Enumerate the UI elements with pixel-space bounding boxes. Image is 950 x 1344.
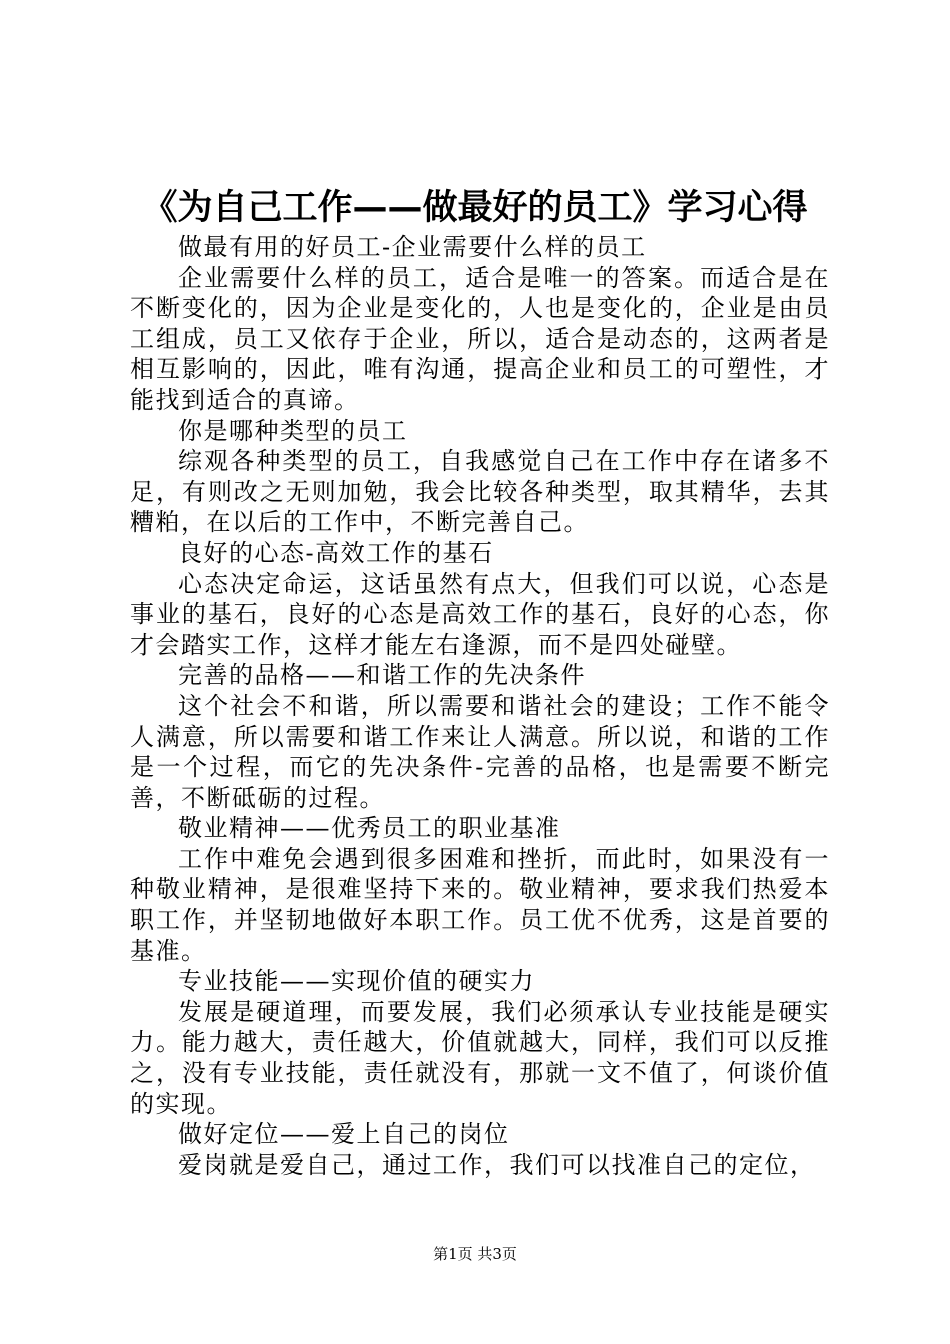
section-heading: 专业技能——实现价值的硬实力: [178, 967, 535, 996]
section-heading: 做最有用的好员工-企业需要什么样的员工: [178, 233, 647, 261]
section-heading: 你是哪种类型的员工: [178, 416, 408, 445]
section-heading: 良好的心态-高效工作的基石: [178, 538, 494, 567]
document-body: [130, 232, 830, 1180]
paragraph: 工作中难免会遇到很多困难和挫折，而此时，如果没有一种敬业精神，是很难坚持下来的。敬业精神，要求我们热爱本职工作，并坚韧地做好本职工作。员工优不优秀，这是首要的基准。: [130, 844, 830, 965]
paragraph: 这个社会不和谐，所以需要和谐社会的建设；工作不能令人满意，所以需要和谐工作来让人满意。所以说，和谐的工作是一个过程，而它的先决条件-完善的品格，也是需要不断完善，不断砥砺的过程。: [130, 691, 830, 812]
document-title: 《为自己工作——做最好的员工》学习心得: [142, 188, 808, 228]
section-heading: 完善的品格——和谐工作的先决条件: [178, 661, 586, 690]
paragraph: 企业需要什么样的员工，适合是唯一的答案。而适合是在不断变化的，因为企业是变化的，人也是变化的，企业是由员工组成，员工又依存于企业，所以，适合是动态的，这两者是相互影响的，因此，唯有沟通，提高企业和员工的可塑性，才能找到适合的真谛。: [130, 263, 830, 414]
paragraph: 爱岗就是爱自己，通过工作，我们可以找准自己的定位，: [178, 1150, 816, 1179]
paragraph: 发展是硬道理，而要发展，我们必须承认专业技能是硬实力。能力越大，责任越大，价值就越大，同样，我们可以反推之，没有专业技能，责任就没有，那就一文不值了，何谈价值的实现。: [130, 997, 830, 1118]
paragraph: 心态决定命运，这话虽然有点大，但我们可以说，心态是事业的基石，良好的心态是高效工作的基石，良好的心态，你才会踏实工作，这样才能左右逢源，而不是四处碰壁。: [130, 569, 830, 659]
page-number-footer: 第1页 共3页: [433, 1245, 517, 1263]
section-heading: 敬业精神——优秀员工的职业基准: [178, 814, 561, 843]
paragraph: 综观各种类型的员工，自我感觉自己在工作中存在诸多不足，有则改之无则加勉，我会比较各种类型，取其精华，去其糟粕，在以后的工作中，不断完善自己。: [130, 447, 830, 537]
section-heading: 做好定位——爱上自己的岗位: [178, 1120, 510, 1149]
